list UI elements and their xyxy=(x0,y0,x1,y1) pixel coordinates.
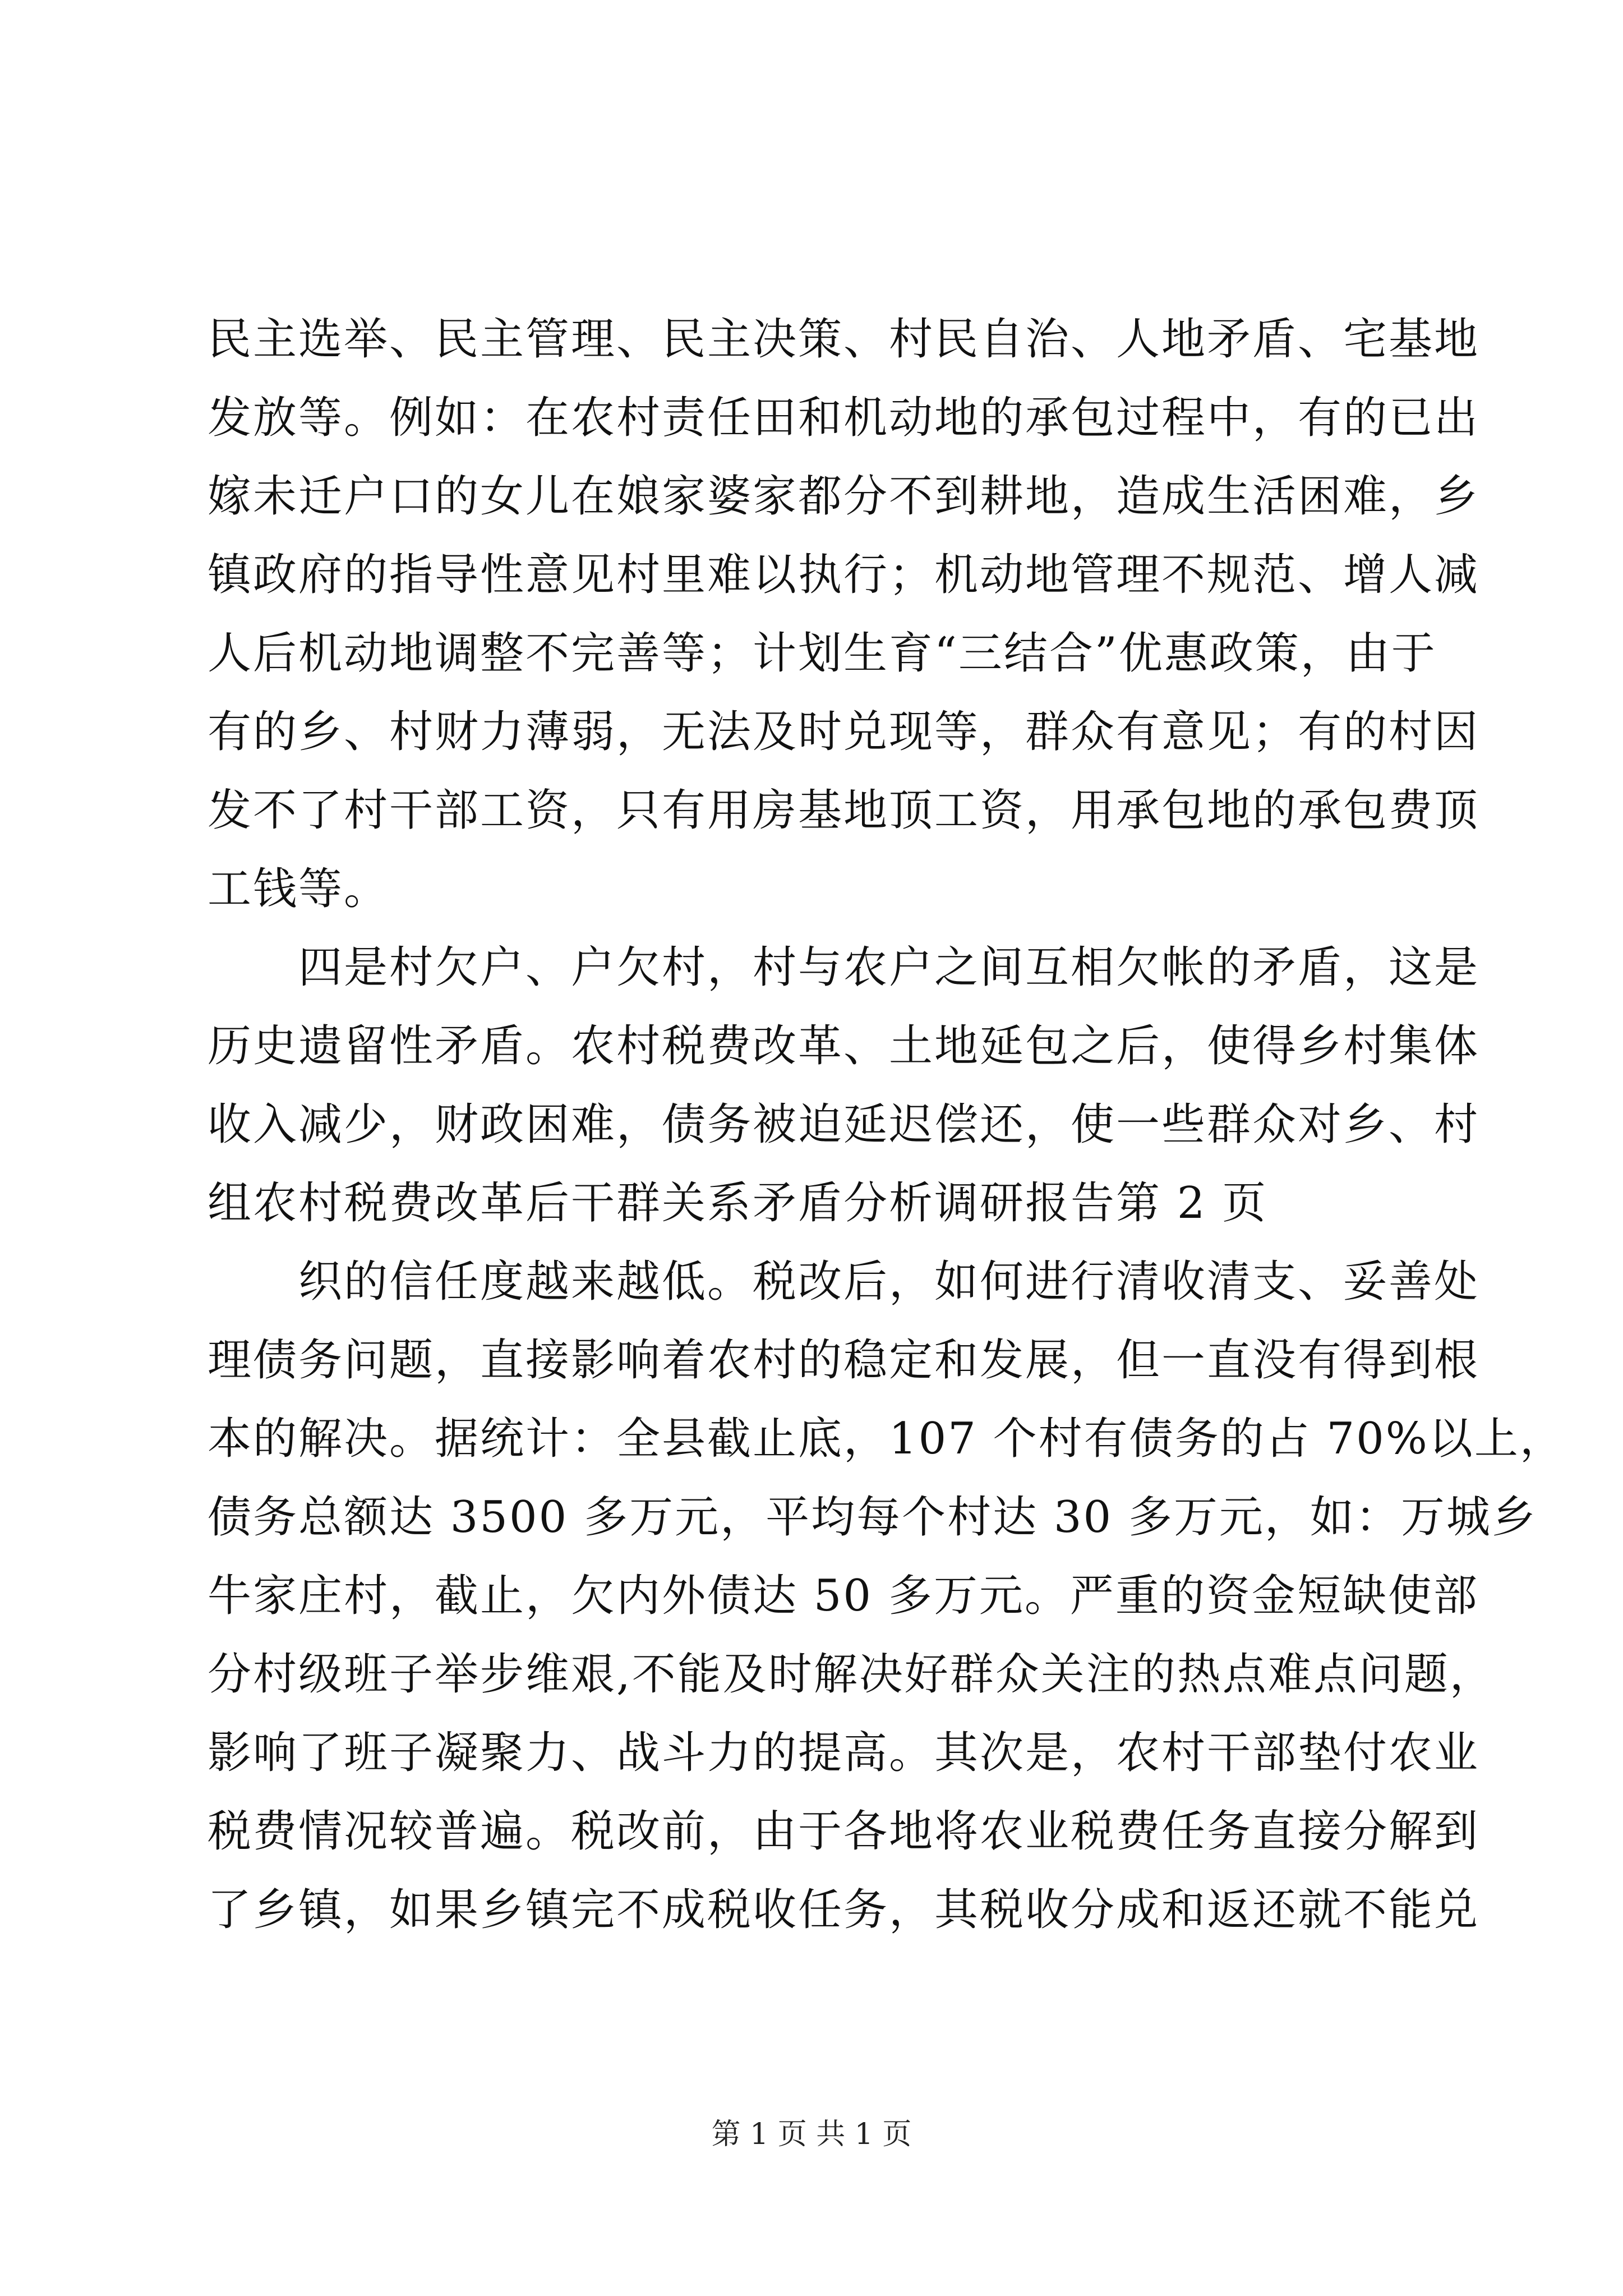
text-line-10: 历史遗留性矛盾。农村税费改革、土地延包之后，使得乡村集体 xyxy=(208,1021,1480,1071)
page-footer: 第 1 页 共 1 页 xyxy=(711,2118,912,2151)
text-line-4: 镇政府的指导性意见村里难以执行；机动地管理不规范、增人减 xyxy=(208,550,1480,600)
text-line-16: 债务总额达 3500 多万元，平均每个村达 30 多万元，如：万城乡 xyxy=(208,1492,1537,1543)
text-line-12: 组农村税费改革后干群关系矛盾分析调研报告第 2 页 xyxy=(208,1178,1268,1228)
text-line-8: 工钱等。 xyxy=(208,864,390,914)
text-line-15: 本的解决。据统计：全县截止底，107 个村有债务的占 70%以上， xyxy=(208,1414,1565,1464)
text-line-17: 牛家庄村，截止，欠内外债达 50 多万元。严重的资金短缺使部 xyxy=(208,1571,1479,1621)
text-line-3: 嫁未迁户口的女儿在娘家婆家都分不到耕地，造成生活困难，乡 xyxy=(208,471,1480,522)
text-line-20: 税费情况较普遍。税改前，由于各地将农业税费任务直接分解到 xyxy=(208,1806,1480,1857)
text-line-6: 有的乡、村财力薄弱，无法及时兑现等，群众有意见；有的村因 xyxy=(208,707,1480,757)
document-body xyxy=(208,300,1565,1949)
text-line-13: 织的信任度越来越低。税改后，如何进行清收清支、妥善处 xyxy=(298,1257,1480,1307)
text-line-21: 了乡镇，如果乡镇完不成税收任务，其税收分成和返还就不能兑 xyxy=(208,1885,1480,1935)
text-line-2: 发放等。例如：在农村责任田和机动地的承包过程中，有的已出 xyxy=(208,393,1480,443)
text-line-14: 理债务问题，直接影响着农村的稳定和发展，但一直没有得到根 xyxy=(208,1335,1480,1386)
text-line-5: 人后机动地调整不完善等；计划生育“三结合”优惠政策，由于 xyxy=(208,628,1437,679)
text-line-1: 民主选举、民主管理、民主决策、村民自治、人地矛盾、宅基地 xyxy=(208,314,1480,365)
text-line-7: 发不了村干部工资，只有用房基地顶工资，用承包地的承包费顶 xyxy=(208,785,1480,836)
text-line-19: 影响了班子凝聚力、战斗力的提高。其次是，农村干部垫付农业 xyxy=(208,1728,1480,1778)
text-line-9: 四是村欠户、户欠村，村与农户之间互相欠帐的矛盾，这是 xyxy=(298,942,1480,993)
text-line-11: 收入减少，财政困难，债务被迫延迟偿还，使一些群众对乡、村 xyxy=(208,1099,1480,1150)
text-line-18: 分村级班子举步维艰,不能及时解决好群众关注的热点难点问题， xyxy=(208,1649,1495,1700)
